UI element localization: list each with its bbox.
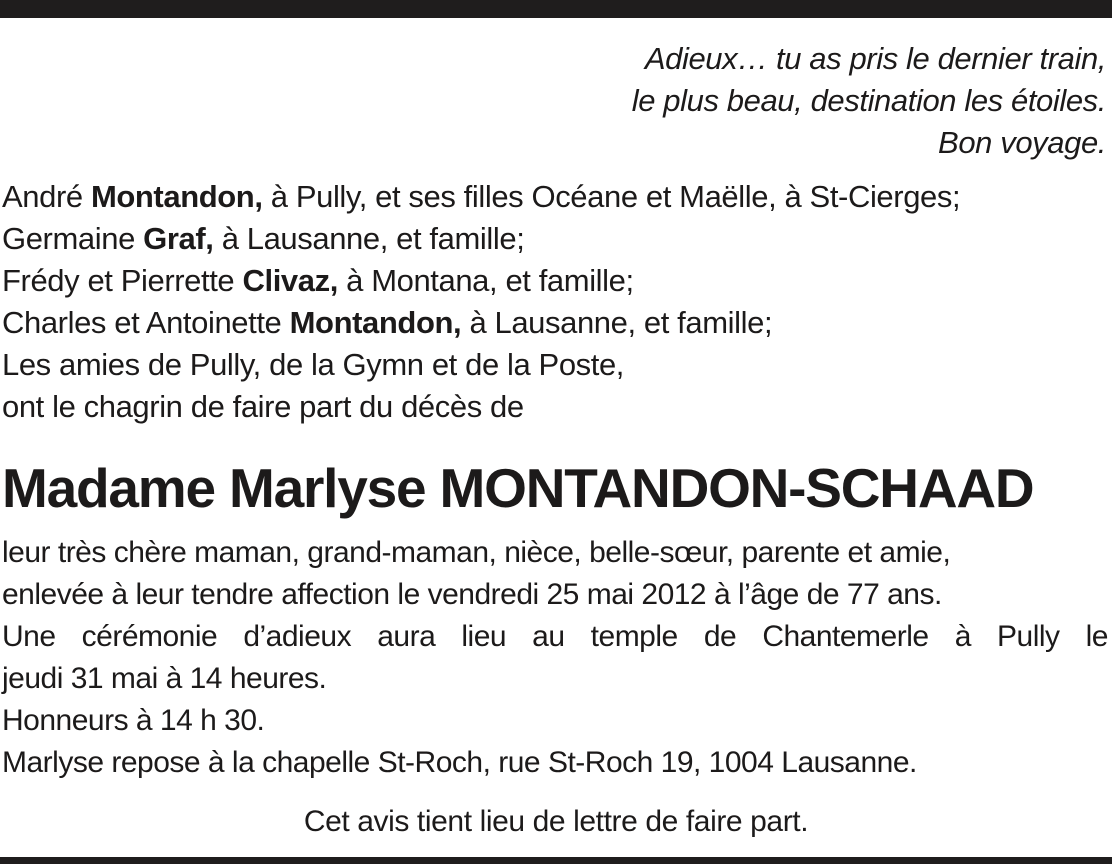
- friends-line: Les amies de Pully, de la Gymn et de la Poste,: [2, 347, 625, 382]
- family-line: Frédy et Pierrette Clivaz, à Montana, et famille;: [2, 263, 634, 298]
- body-line: leur très chère maman, grand-maman, nièce, belle-sœur, parente et amie,: [2, 536, 951, 569]
- announcement-line: ont le chagrin de faire part du décès de: [2, 389, 524, 424]
- family-line: Charles et Antoinette Montandon, à Lausanne, et famille;: [2, 305, 773, 340]
- body-line: jeudi 31 mai à 14 heures.: [2, 662, 327, 695]
- body-line: Honneurs à 14 h 30.: [2, 704, 265, 737]
- body-line: enlevée à leur tendre affection le vendredi 25 mai 2012 à l’âge de 77 ans.: [2, 578, 942, 611]
- family-surname: Graf,: [143, 221, 214, 256]
- bottom-border-bar: [0, 857, 1112, 864]
- farewell-poem: [406, 38, 1106, 164]
- family-line: André Montandon, à Pully, et ses filles Océane et Maëlle, à St-Cierges;: [2, 179, 961, 214]
- family-surname: Montandon,: [289, 305, 462, 340]
- poem-line: Adieux… tu as pris le dernier train,: [644, 41, 1106, 76]
- poem-line: le plus beau, destination les étoiles.: [631, 83, 1106, 118]
- top-border-bar: [0, 0, 1112, 18]
- family-surname: Clivaz,: [242, 263, 338, 298]
- body-line: Marlyse repose à la chapelle St-Roch, rue St-Roch 19, 1004 Lausanne.: [2, 746, 917, 779]
- announcement-body: [2, 532, 1108, 784]
- poem-line: Bon voyage.: [938, 125, 1106, 160]
- family-announcement: [2, 176, 1108, 428]
- deceased-name-heading: Madame Marlyse MONTANDON-SCHAAD: [2, 457, 1034, 519]
- family-line: Germaine Graf, à Lausanne, et famille;: [2, 221, 525, 256]
- body-line: Une cérémonie d’adieux aura lieu au temple de Chantemerle à Pully le: [2, 620, 1108, 653]
- closing-note: Cet avis tient lieu de lettre de faire part.: [303, 805, 809, 838]
- family-surname: Montandon,: [90, 179, 263, 214]
